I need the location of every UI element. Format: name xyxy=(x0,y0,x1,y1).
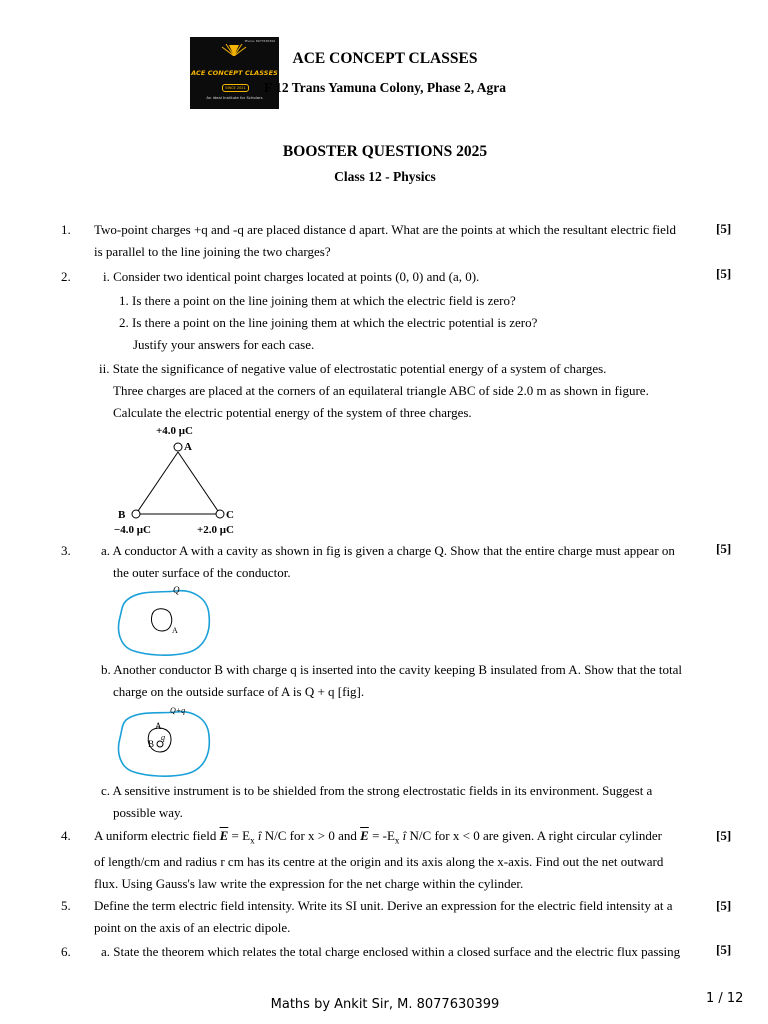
question-3-part-c-cont: possible way. xyxy=(113,805,183,820)
triangle-charges-figure xyxy=(108,422,248,537)
unit-vector-i-2: î xyxy=(402,828,407,843)
q4-pre: A uniform electric field xyxy=(94,828,217,843)
q4-sub-x-2: x xyxy=(394,835,400,846)
institute-name: ACE CONCEPT CLASSES xyxy=(292,50,478,67)
vertex-c-label: C xyxy=(226,509,234,521)
logo-tagline: An Ideal Institute for Scholars xyxy=(206,95,263,100)
question-3-part-c: c. A sensitive instrument is to be shielded from the strong electrostatic fields in its environment. Suggest a xyxy=(101,783,653,798)
question-2-part-ii: ii. State the significance of negative value of electrostatic potential energy of a system of charges. xyxy=(99,361,607,376)
question-2-sub-1: 1. Is there a point on the line joining them at which the electric field is zero? xyxy=(119,293,516,308)
question-6-text: a. State the theorem which relates the total charge enclosed within a closed surface and the electric flux passing xyxy=(101,944,681,959)
question-4-marks: [5] xyxy=(716,828,732,843)
question-6-number: 6. xyxy=(61,944,71,959)
question-5-text-line2: point on the axis of an electric dipole. xyxy=(94,920,291,935)
question-2-part-i: i. Consider two identical point charges located at points (0, 0) and (a, 0). xyxy=(103,269,480,284)
vertex-a-label: A xyxy=(184,441,192,453)
charge-a-point xyxy=(174,443,182,451)
question-1-number: 1. xyxy=(61,222,71,237)
class-subject: Class 12 - Physics xyxy=(334,169,436,184)
institute-logo xyxy=(190,37,279,109)
question-2-number: 2. xyxy=(61,269,71,284)
charge-b-point xyxy=(132,510,140,518)
page-footer: Maths by Ankit Sir, M. 8077630399 xyxy=(270,997,500,1012)
question-3-part-a: a. A conductor A with a cavity as shown in fig is given a charge Q. Show that the entire charge must appear on xyxy=(101,543,675,558)
question-4-number: 4. xyxy=(61,828,71,843)
q4-mid: N/C for x > 0 and xyxy=(264,828,357,843)
institute-address: F 12 Trans Yamuna Colony, Phase 2, Agra xyxy=(264,80,506,95)
q4-field-neg: = -E xyxy=(372,828,395,843)
question-3-marks: [5] xyxy=(716,541,732,556)
figure-label-a2: A xyxy=(155,721,162,731)
question-1-marks: [5] xyxy=(716,221,732,236)
question-4-text-line3: flux. Using Gauss's law write the expression for the net charge within the cylinder. xyxy=(94,876,524,891)
question-4-text xyxy=(94,828,662,849)
charge-b-label: −4.0 μC xyxy=(114,524,151,536)
vector-e-symbol: $\overline{E}$ xyxy=(219,828,229,843)
figure-label-a: A xyxy=(172,626,178,635)
question-1-text: Two-point charges +q and -q are placed distance d apart. What are the points at which the resultant electric field xyxy=(94,222,677,237)
q4-field-pos: = E xyxy=(231,828,251,843)
logo-since-badge: SINCE 2021 xyxy=(222,84,249,92)
question-3-number: 3. xyxy=(61,543,71,558)
booklet-title: BOOSTER QUESTIONS 2025 xyxy=(282,143,488,160)
question-2-part-ii-line2: Three charges are placed at the corners of an equilateral triangle ABC of side 2.0 m as shown in figure. xyxy=(113,383,649,398)
figure-label-small-q: q xyxy=(161,733,165,742)
q4-post: N/C for x < 0 are given. A right circular cylinder xyxy=(409,828,662,843)
q4-sub-x: x xyxy=(250,835,255,846)
question-5-text: Define the term electric field intensity. Write its SI unit. Derive an expression for the electric field intensity at a xyxy=(94,898,673,913)
figure-label-q-plus-q: Q+q xyxy=(170,706,186,715)
conductor-with-inner-charge-figure xyxy=(114,704,214,780)
logo-phone-text: Phone: 8077630399 xyxy=(244,39,275,43)
question-5-number: 5. xyxy=(61,898,71,913)
question-5-marks: [5] xyxy=(716,898,732,913)
figure-label-b: B xyxy=(148,739,155,749)
question-2-sub-2: 2. Is there a point on the line joining them at which the electric potential is zero? xyxy=(119,315,538,330)
question-3-part-b-cont: charge on the outside surface of A is Q + q [fig]. xyxy=(113,684,365,699)
page-number: 1 / 12 xyxy=(706,991,744,1006)
unit-vector-i: î xyxy=(257,828,262,843)
question-2-sub-3: Justify your answers for each case. xyxy=(133,337,315,352)
question-2-marks: [5] xyxy=(716,266,732,281)
vertex-b-label: B xyxy=(118,509,126,521)
logo-brand-text: ACE CONCEPT CLASSES xyxy=(191,69,278,77)
question-4-text-line2: of length/cm and radius r cm has its centre at the origin and its axis along the x-axis. Find out the net outward xyxy=(94,854,664,869)
question-1-text-cont: is parallel to the line joining the two charges? xyxy=(94,244,331,259)
conductor-cavity-figure xyxy=(116,583,214,658)
question-3-part-a-cont: the outer surface of the conductor. xyxy=(113,565,291,580)
charge-c-label: +2.0 μC xyxy=(197,524,234,536)
question-2-part-ii-line3: Calculate the electric potential energy of the system of three charges. xyxy=(113,405,472,420)
charge-c-point xyxy=(216,510,224,518)
figure-label-q: Q xyxy=(173,585,180,595)
question-3-part-b: b. Another conductor B with charge q is inserted into the cavity keeping B insulated from A. Show that the total xyxy=(101,662,683,677)
charge-a-label: +4.0 μC xyxy=(156,425,193,437)
vector-e-symbol-2: $\overline{E}$ xyxy=(360,828,369,843)
question-6-marks: [5] xyxy=(716,942,732,957)
